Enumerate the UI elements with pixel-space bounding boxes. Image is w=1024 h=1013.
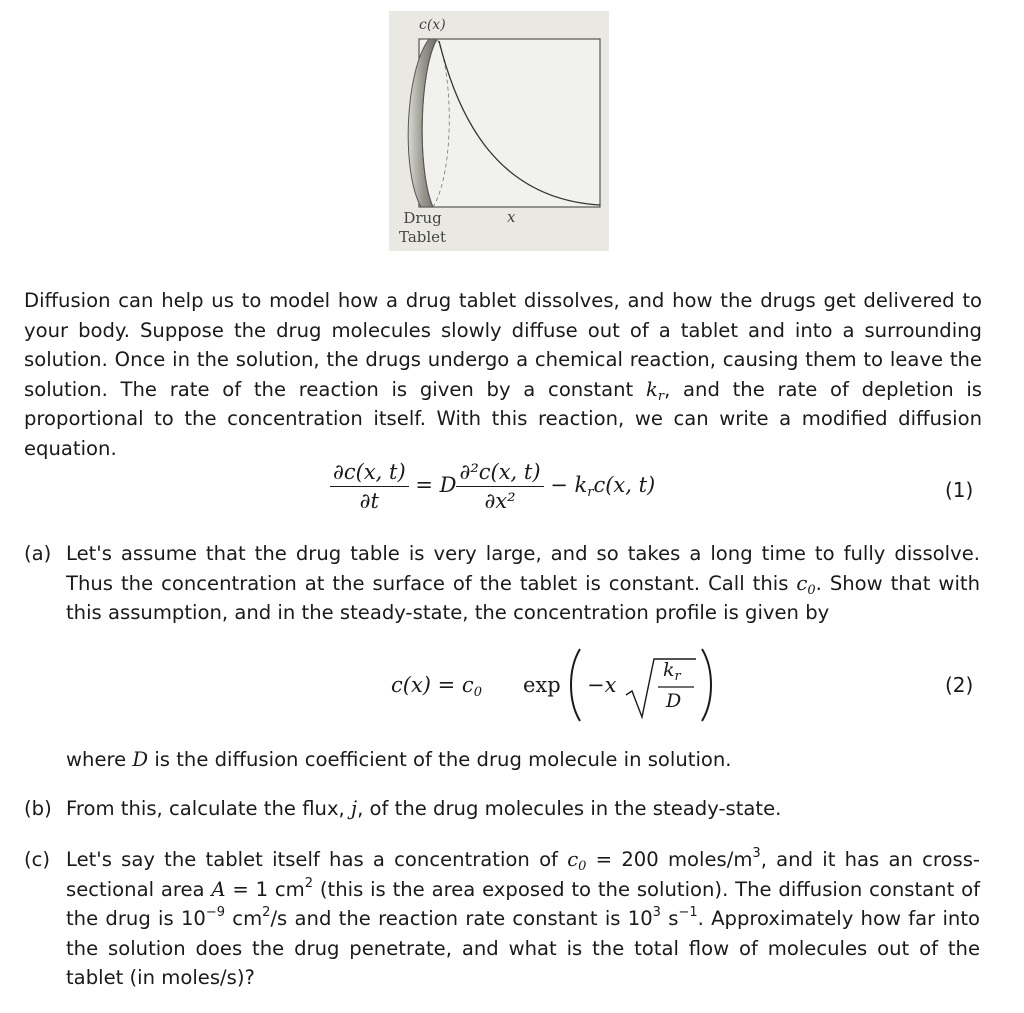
part-a-followup: where D is the diffusion coefficient of the drug molecule in solution. [66, 748, 732, 771]
part-b: (b) From this, calculate the flux, j, of the drug molecules in the steady-state. [24, 794, 980, 824]
tablet-label-line1: Drug [403, 209, 442, 227]
equation-1-number: (1) [945, 478, 974, 502]
tablet-label-line2: Tablet [399, 228, 447, 246]
part-a-label: (a) [24, 542, 52, 565]
kr-symbol: $k_r$ [645, 377, 665, 404]
y-axis-label: c(x) [419, 17, 446, 33]
tablet-label [399, 209, 446, 247]
figure-drug-tablet [389, 11, 609, 251]
equation-2-number: (2) [945, 673, 974, 697]
part-c-label: (c) [24, 848, 51, 871]
equation-1: $\frac{\partial c(x, t)}{\partial t}$ = D $\frac{\text{∂²c(x, t)}}{\text{∂x²}}$ − $k_rc(x$, t) [330, 460, 655, 513]
part-a: (a) Let's assume that the drug table is very large, and so takes a long time to fully dissolve. Thus the concentration at the surface of the tablet is constant. Call this $c_0$. Show that with this assumption, and in the steady-state, the concentration profile is given by [24, 539, 980, 628]
part-b-label: (b) [24, 797, 52, 820]
part-c: (c) Let's say the tablet itself has a concentration of $c_0 = 200$ moles/$m^3$, and it has an cross-sectional area A = 1 $cm^2$ (this is the area exposed to the solution). The diffusion constant of the drug is $10^{-9}$ $cm^2/s$ and the reaction rate constant is $10^3$ $s^{-1}$. Approximately how far into the solution does the drug penetrate, and what is the total flow of molecules out of the tablet (in moles/s)? [24, 846, 981, 989]
x-axis-label: x [507, 208, 516, 226]
plot-frame [419, 39, 600, 207]
intro-paragraph: Diffusion can help us to model how a drug tablet dissolves, and how the drugs get delivered to your body. Suppose the drug molecules slowly diffuse out of a tablet and into a surrounding solution. Once in the solution, the drugs undergo a chemical reaction, causing them to leave the solution. The rate of the reaction is given by a constant $k_r$, and the rate of depletion is proportional to the concentration itself. With this reaction, we can write a modified diffusion equation. [24, 289, 982, 460]
